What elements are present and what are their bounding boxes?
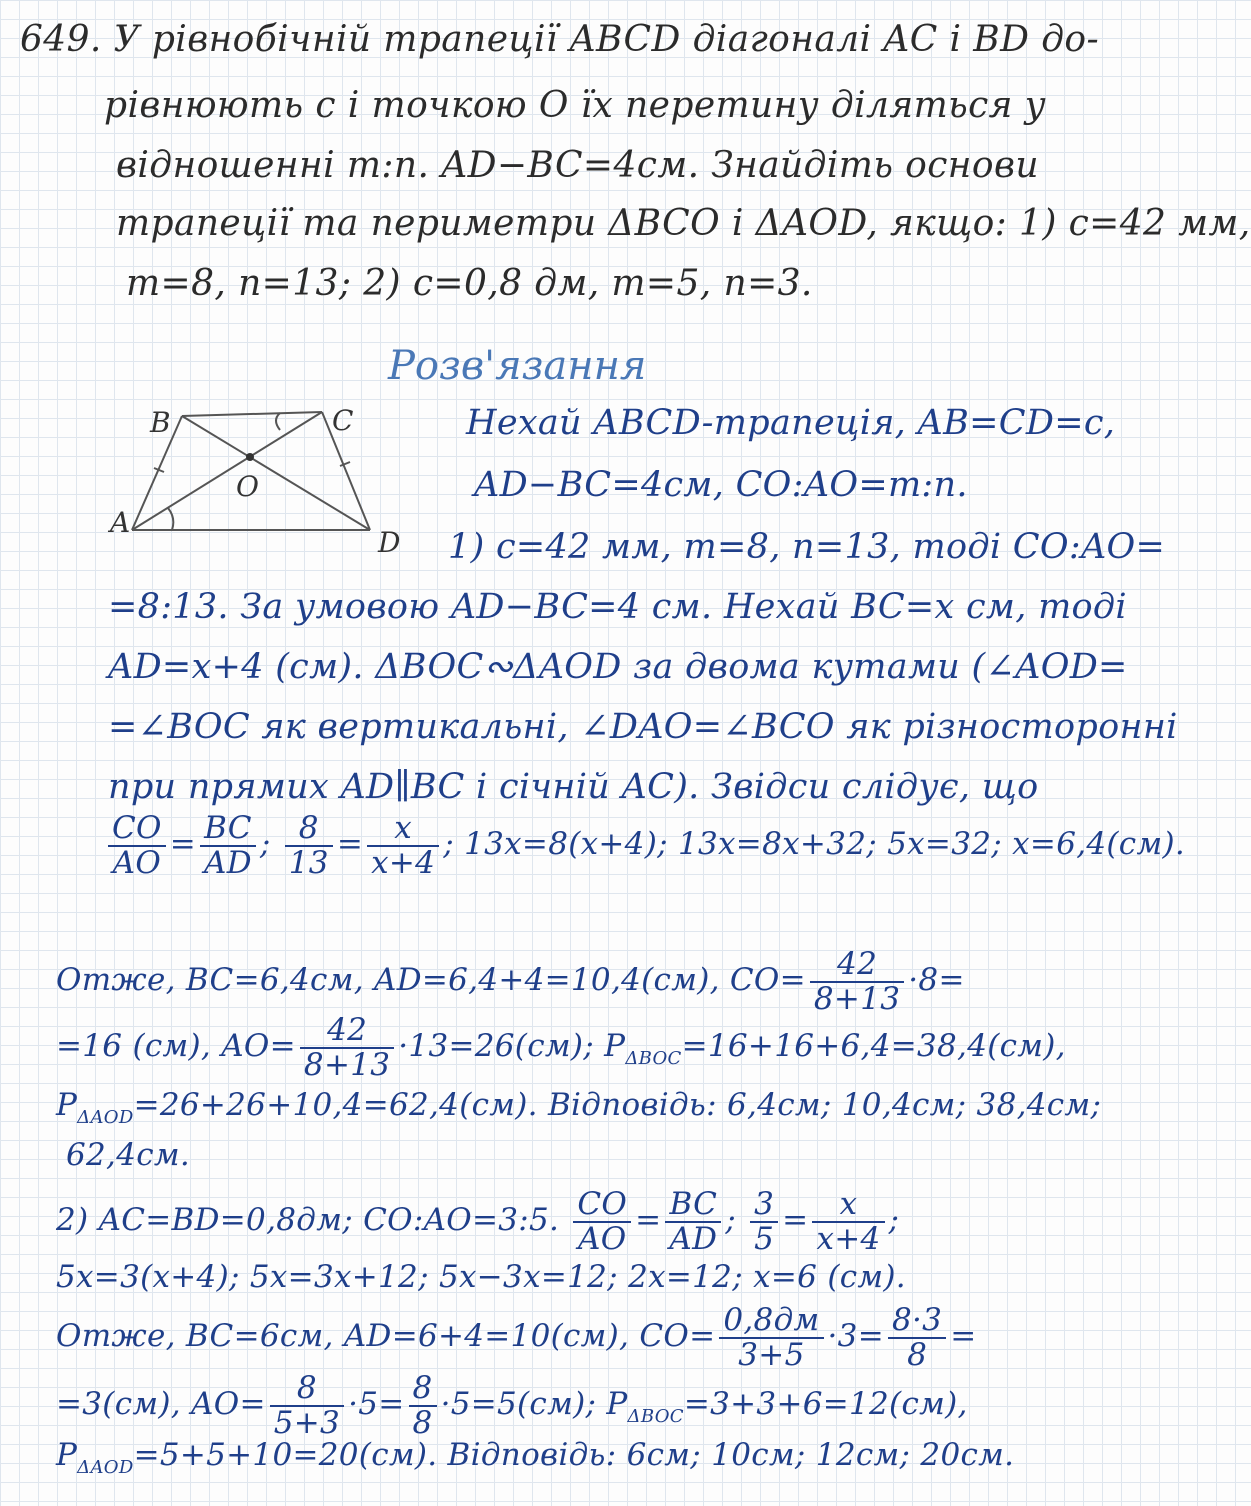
part2-answer-line: $P_{\Delta AOD}=5+5+10=20(см)$. Відповідь: 6см; 10см; 12см; 20см. <box>56 1437 1015 1478</box>
intro-line-1: Нехай ABCD-трапеція, AB=CD=c, <box>466 403 1116 443</box>
part2-line-2: 5x=3(x+4); 5x=3x+12; 5x−3x=12; 2x=12; x=6 (см). <box>56 1259 906 1295</box>
part1-therefore-line: Отже, BC=6,4см, AD=6,4+4=10,4(см), CO= $\frac{42}{8+13}$ ·8= <box>56 946 965 1017</box>
solution-title: Розв'язання <box>388 343 647 389</box>
fraction-x-x4-2: $\frac{x}{x+4}$ <box>812 1188 884 1255</box>
label-d: D <box>378 526 401 559</box>
tick-cd <box>340 462 350 466</box>
base-bc <box>182 412 322 416</box>
part1-line-4: при прямих AD∥BC і січній AC). Звідси слідує, що <box>108 767 1039 807</box>
label-a: A <box>110 506 131 539</box>
problem-line-3: відношенні m:n. AD−BC=4см. Знайдіть основи <box>116 145 1039 186</box>
fraction-bc-ad-2: $\frac{BC}{AD}$ <box>665 1188 721 1255</box>
fraction-8-13: $\frac{8}{13}$ <box>285 812 333 879</box>
fraction-8-53: $\frac{8}{5+3}$ <box>270 1372 344 1439</box>
part2-line-4: =3(см), AO= $\frac{8}{5+3}$ ·5= $\frac{8}{8}$ ·5=5(см); $P_{\Delta BOC}=3+3+6=12(см)$, <box>56 1370 968 1441</box>
fraction-42-21-b: $\frac{42}{8+13}$ <box>300 1014 394 1081</box>
fraction-x-x4: $\frac{x}{x+4}$ <box>367 812 439 879</box>
part1-answer-end: 62,4см. <box>66 1137 191 1173</box>
part1-proportion-line: $\frac{CO}{AO}$ = $\frac{BC}{AD}$ ; $\frac{8}{13}$ = $\frac{x}{x+4}$ ; 13x=8(x+4); 13x=8x+32; 5x=32; x=6,4(см). <box>104 812 1185 879</box>
label-b: B <box>150 406 171 439</box>
label-c: C <box>332 404 354 437</box>
fraction-42-21: $\frac{42}{8+13}$ <box>810 948 904 1015</box>
label-o: O <box>236 470 259 503</box>
fraction-08-8: $\frac{0,8дм}{3+5}$ <box>719 1304 823 1371</box>
angle-mark-c <box>276 413 280 430</box>
fraction-co-ao-2: $\frac{CO}{AO}$ <box>573 1188 631 1255</box>
fraction-83-8: $\frac{8\cdot 3}{8}$ <box>888 1304 946 1371</box>
part1-ao-line: =16 (см), AO= $\frac{42}{8+13}$ ·13=26(см); $P_{\Delta BOC}=16+16+6,4=38,4(см)$, <box>56 1012 1066 1083</box>
part1-line-2: AD=x+4 (см). ΔBOC∾ΔAOD за двома кутами (∠AOD= <box>108 647 1128 687</box>
part2-line-1: 2) AC=BD=0,8дм; CO:AO=3:5. $\frac{CO}{AO}$ = $\frac{BC}{AD}$ ; $\frac{3}{5}$ = $\frac{x}{x+4}$ ; <box>56 1186 900 1257</box>
problem-line-4: трапеції та периметри ΔBCO і ΔAOD, якщо: 1) c=42 мм, <box>116 203 1251 244</box>
problem-line-2: рівнюють c і точкою O їх перетину діляться у <box>104 85 1047 126</box>
fraction-3-5: $\frac{3}{5}$ <box>750 1188 778 1255</box>
problem-line-5: m=8, n=13; 2) c=0,8 дм, m=5, n=3. <box>126 263 813 304</box>
fraction-8-8: $\frac{8}{8}$ <box>409 1372 437 1439</box>
angle-mark-a <box>168 508 173 530</box>
fraction-bc-ad: $\frac{BC}{AD}$ <box>200 812 256 879</box>
part1-answer-line: $P_{\Delta AOD}=26+26+10,4=62,4(см)$. Відповідь: 6,4см; 10,4см; 38,4см; <box>56 1087 1102 1128</box>
part1-line-3: =∠BOC як вертикальні, ∠DAO=∠BCO як різносторонні <box>108 707 1178 747</box>
intro-line-2: AD−BC=4см, CO:AO=m:n. <box>474 465 968 505</box>
part1-line-1: =8:13. За умовою AD−BC=4 см. Нехай BC=x см, тоді <box>108 587 1127 627</box>
point-o <box>246 453 254 461</box>
part2-line-3: Отже, BC=6см, AD=6+4=10(см), CO= $\frac{0,8дм}{3+5}$ ·3= $\frac{8\cdot 3}{8}$ = <box>56 1302 977 1373</box>
intro-line-3: 1) c=42 мм, m=8, n=13, тоді CO:AO= <box>448 527 1166 567</box>
fraction-co-ao: $\frac{CO}{AO}$ <box>108 812 166 879</box>
problem-line-1: 649. У рівнобічній трапеції ABCD діагоналі AC і BD до- <box>20 19 1100 60</box>
